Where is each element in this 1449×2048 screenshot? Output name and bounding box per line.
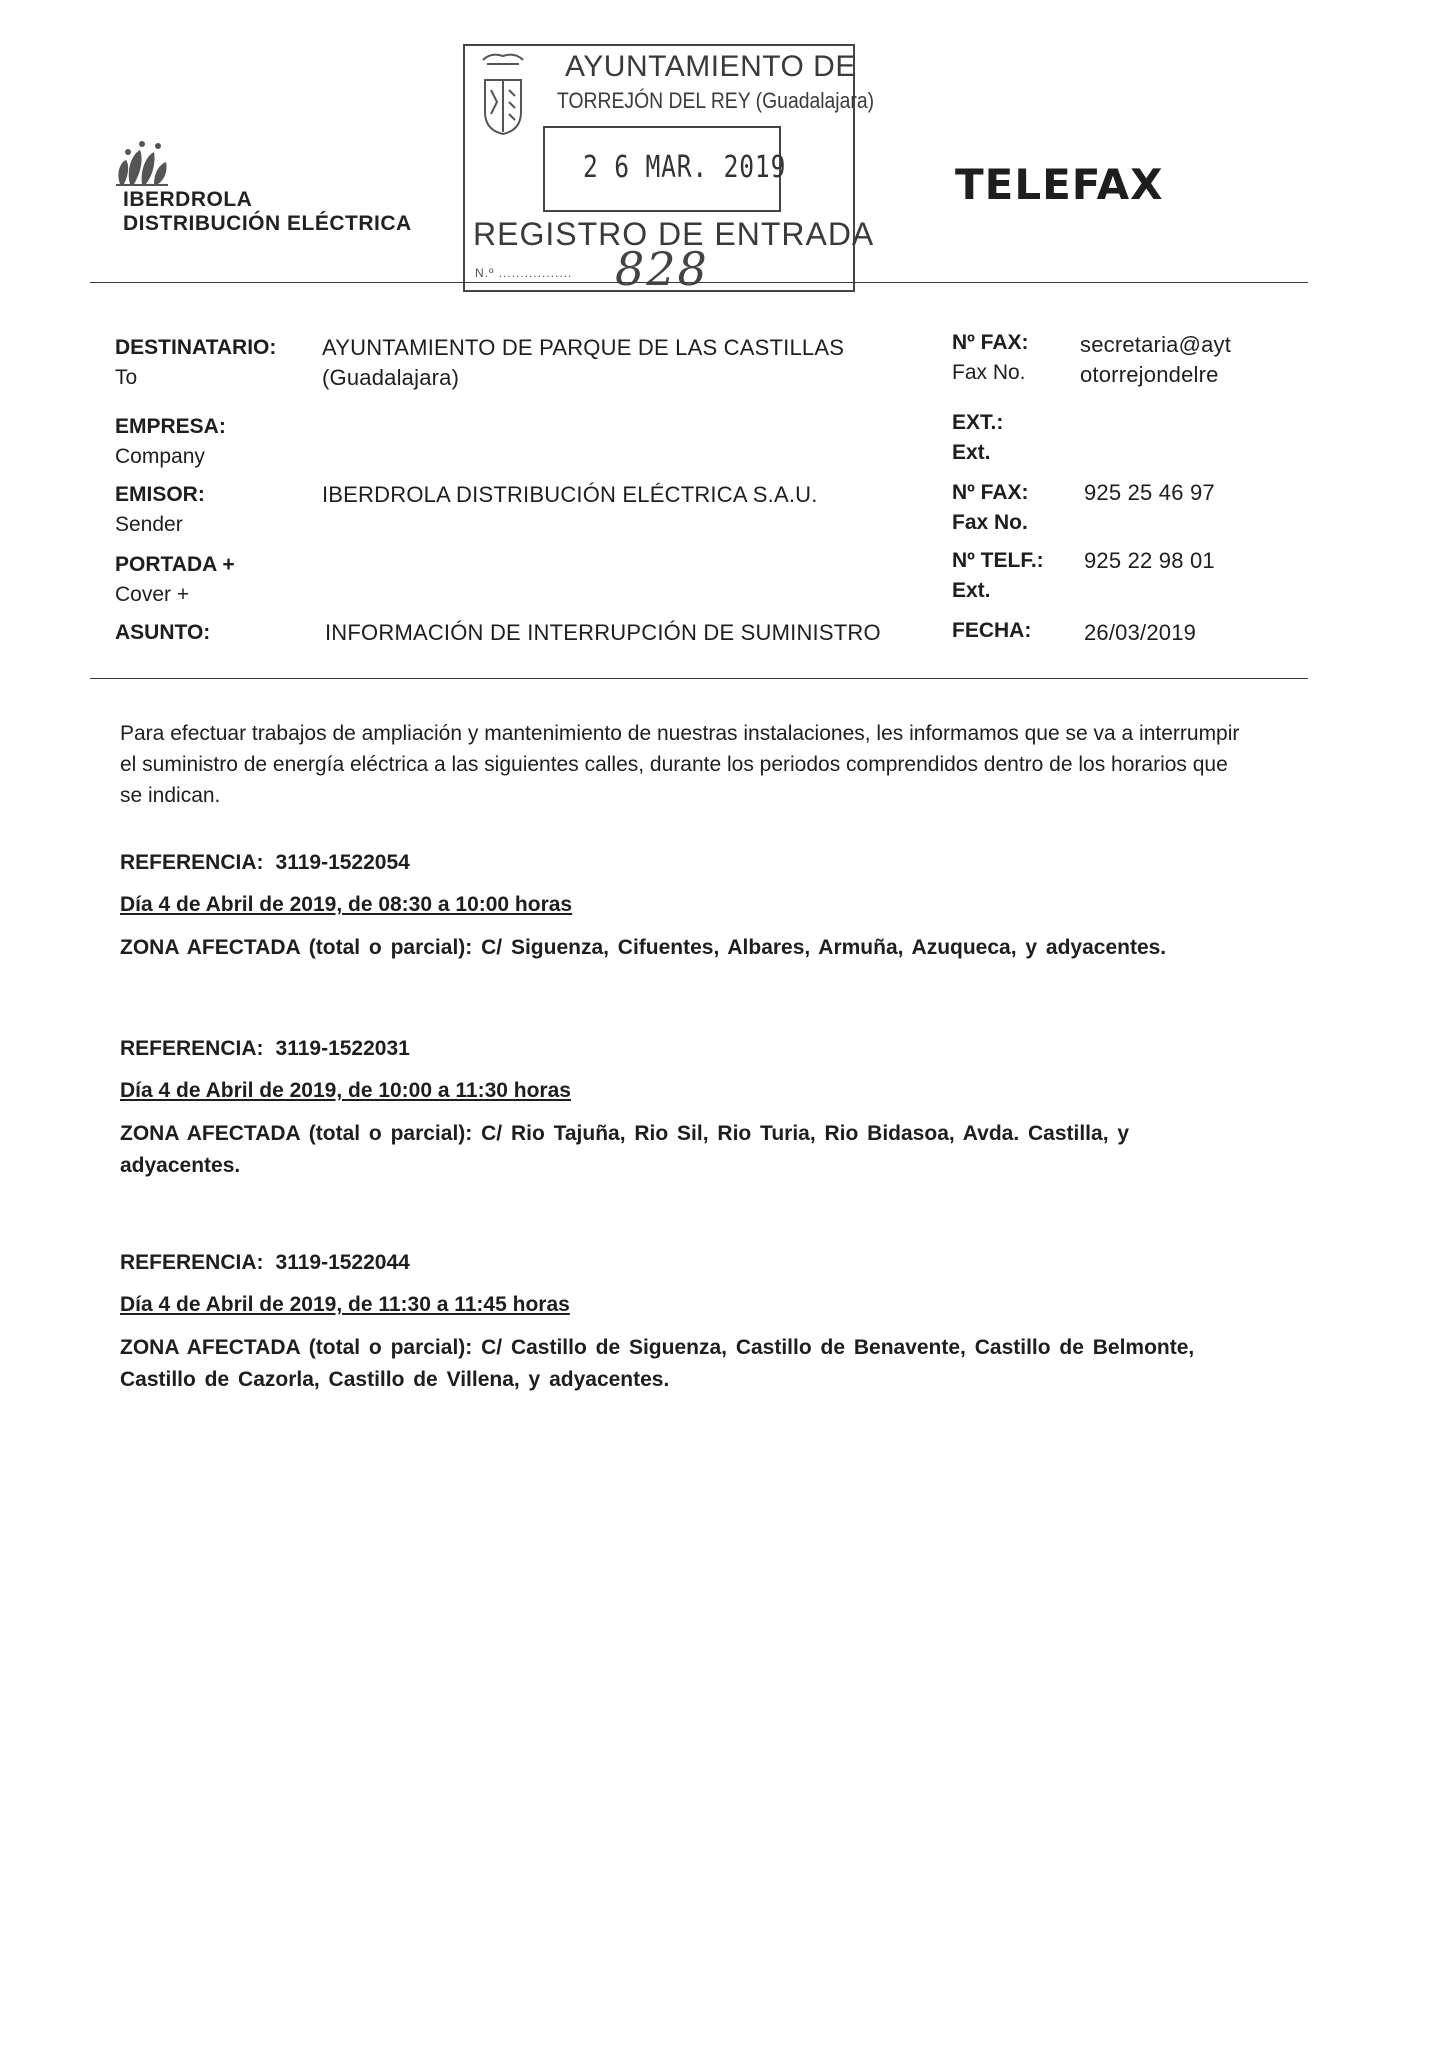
stamp-handwritten-number: 828 xyxy=(615,242,709,296)
telf-value: 925 22 98 01 xyxy=(1084,548,1215,573)
outage-block-2 xyxy=(120,1034,1250,1182)
outage-block-1 xyxy=(120,848,1250,964)
stamp-municipality: TORREJÓN DEL REY (Guadalajara) xyxy=(557,88,875,113)
affected-zone: ZONA AFECTADA (total o parcial): C/ Castillo de Siguenza, Castillo de Benavente, Castillo de Belmonte, Castillo de Cazorla, Castillo de Villena, y adyacentes. xyxy=(120,1336,1195,1391)
fecha-value: 26/03/2019 xyxy=(1084,620,1197,645)
fecha-label: FECHA: xyxy=(952,619,1032,642)
affected-zone: ZONA AFECTADA (total o parcial): C/ Siguenza, Cifuentes, Albares, Armuña, Azuqueca, y adyacentes. xyxy=(120,936,1167,959)
fax1-value: secretaria@ayt otorrejondelre xyxy=(1080,332,1232,387)
company-line-1: IBERDROLA xyxy=(123,188,253,211)
asunto-value: INFORMACIÓN DE INTERRUPCIÓN DE SUMINISTRO xyxy=(325,620,881,645)
destinatario-label: DESTINATARIO: To xyxy=(115,336,277,389)
outage-date: Día 4 de Abril de 2019, de 10:00 a 11:30 horas xyxy=(120,1079,571,1102)
body-divider xyxy=(90,678,1308,679)
destinatario-value: AYUNTAMIENTO DE PARQUE DE LAS CASTILLAS (Guadalajara) xyxy=(322,335,845,390)
affected-zone: ZONA AFECTADA (total o parcial): C/ Rio Tajuña, Rio Sil, Rio Turia, Rio Bidasoa, Avda. Castilla, y adyacentes. xyxy=(120,1122,1130,1177)
registry-stamp xyxy=(463,44,875,296)
portada-label: PORTADA + Cover + xyxy=(115,553,235,606)
document-type-title: TELEFAX xyxy=(955,160,1164,209)
company-name xyxy=(123,188,412,236)
stamp-number-label: N.º ................. xyxy=(475,266,573,280)
empresa-label: EMPRESA: Company xyxy=(115,415,226,468)
reference-line: REFERENCIA: 3119-1522054 xyxy=(120,851,410,874)
stamp-registro: REGISTRO DE ENTRADA xyxy=(473,216,875,252)
reference-line: REFERENCIA: 3119-1522044 xyxy=(120,1251,410,1274)
ext-label: EXT.: Ext. xyxy=(952,411,1004,464)
outage-block-3 xyxy=(120,1248,1250,1396)
fax2-value: 925 25 46 97 xyxy=(1084,480,1215,505)
fax1-label: Nº FAX: Fax No. xyxy=(952,331,1029,384)
fax2-label: Nº FAX: Fax No. xyxy=(952,481,1029,534)
coat-of-arms-icon xyxy=(477,50,529,138)
iberdrola-logo-icon xyxy=(112,140,172,188)
outage-date: Día 4 de Abril de 2019, de 08:30 a 10:00 horas xyxy=(120,893,573,916)
stamp-date: 2 6 MAR. 2019 xyxy=(583,150,787,185)
asunto-label: ASUNTO: xyxy=(115,621,211,644)
header-divider xyxy=(90,282,1308,283)
reference-line: REFERENCIA: 3119-1522031 xyxy=(120,1037,410,1060)
stamp-title: AYUNTAMIENTO DE xyxy=(565,50,856,83)
emisor-value: IBERDROLA DISTRIBUCIÓN ELÉCTRICA S.A.U. xyxy=(322,482,818,507)
outage-date: Día 4 de Abril de 2019, de 11:30 a 11:45 horas xyxy=(120,1293,570,1316)
emisor-label: EMISOR: Sender xyxy=(115,483,205,536)
telf-label: Nº TELF.: Ext. xyxy=(952,549,1044,602)
company-line-2: DISTRIBUCIÓN ELÉCTRICA xyxy=(123,212,412,235)
intro-paragraph: Para efectuar trabajos de ampliación y mantenimiento de nuestras instalaciones, les informamos que se va a interrumpir el suministro de energía eléctrica a las siguientes calles, durante los periodos comprendidos dentro de los horarios que se indican. xyxy=(120,722,1240,807)
